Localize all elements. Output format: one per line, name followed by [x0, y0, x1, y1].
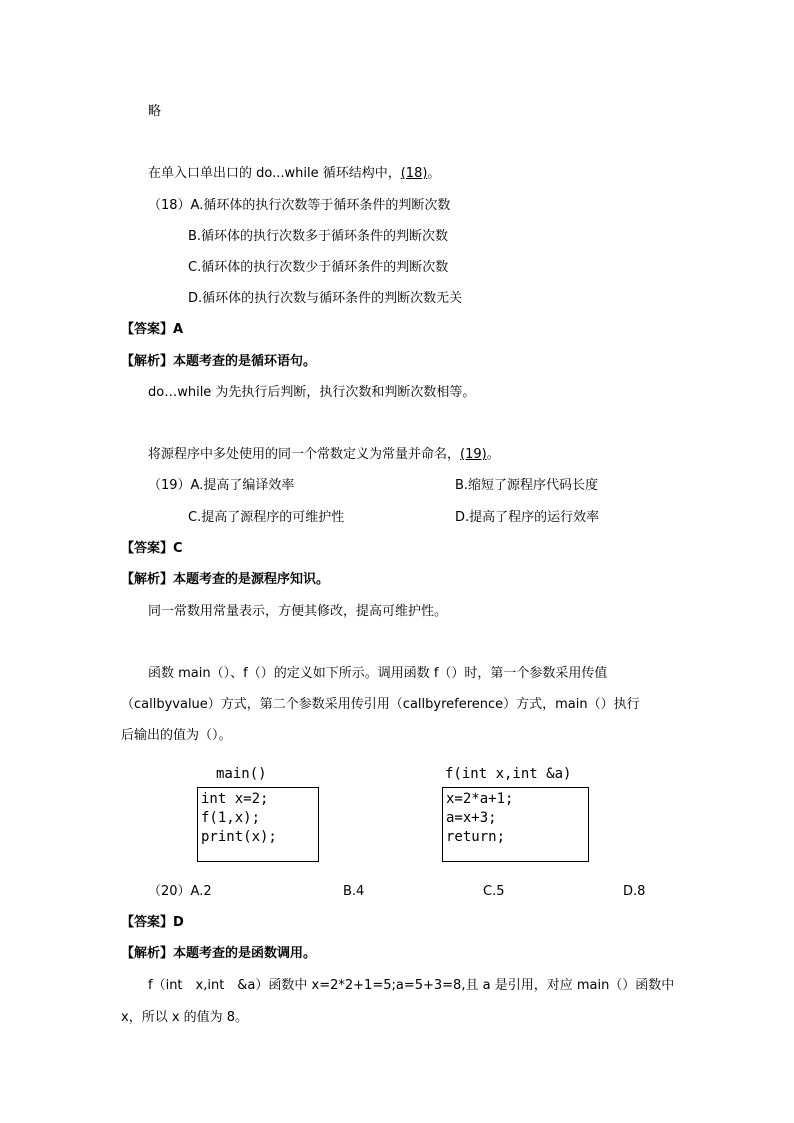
q19-answer [121, 540, 183, 558]
main-code-box [197, 787, 319, 862]
q19-option-d: D.提高了程序的运行效率 [455, 510, 600, 525]
main-code-caption: main() [216, 766, 267, 782]
q19-answer-label: 【答案】 [121, 541, 174, 556]
q19-stem-prefix: 将源程序中多处使用的同一个常数定义为常量并命名， [148, 447, 461, 462]
main-code-line: int x=2; [201, 791, 269, 807]
q18-stem-suffix: 。 [427, 166, 441, 181]
q18-blank: (18) [400, 166, 428, 181]
q19-answer-value: C [173, 541, 183, 556]
q18-analysis-label: 【解析】 [121, 354, 174, 369]
q18-answer [121, 321, 183, 339]
q19-stem-suffix: 。 [486, 447, 500, 462]
q18-answer-label: 【答案】 [121, 322, 174, 337]
q18-analysis-heading [121, 353, 316, 371]
q19-analysis-heading [121, 571, 329, 589]
q19-stem [148, 446, 500, 464]
q18-analysis-text: do…while 为先执行后判断，执行次数和判断次数相等。 [148, 385, 476, 400]
q20-option-a: （20）A.2 [148, 884, 212, 899]
q20-stem-line-3: 后输出的值为（）。 [121, 728, 232, 743]
q20-stem-line-2: （callbyvalue）方式，第二个参数采用传引用（callbyreference）方式，main（）执行 [121, 697, 640, 712]
f-code-line: return; [446, 829, 506, 845]
q19-analysis-text: 同一常数用常量表示，方便其修改，提高可维护性。 [148, 604, 448, 619]
f-code-caption: f(int x,int &a) [445, 766, 572, 782]
q20-option-c: C.5 [483, 884, 505, 899]
q20-analysis-label: 【解析】 [121, 946, 174, 961]
q19-blank: (19) [460, 447, 487, 462]
q20-stem-line-1: 函数 main（）、f（）的定义如下所示。调用函数 f（）时，第一个参数采用传值 [148, 666, 608, 681]
main-code-line: f(1,x); [201, 810, 261, 826]
q18-option-a: （18）A.循环体的执行次数等于循环条件的判断次数 [148, 198, 451, 213]
q20-option-d: D.8 [623, 884, 646, 899]
q19-option-c: C.提高了源程序的可维护性 [188, 510, 345, 525]
q20-analysis-line-1: f（int x,int &a）函数中 x=2*2+1=5;a=5+3=8,且 a 是引用，对应 main（）函数中 [148, 978, 675, 993]
q20-answer [121, 914, 184, 932]
section-top-text: 略 [148, 104, 162, 119]
q20-analysis-line-2: x，所以 x 的值为 8。 [121, 1010, 249, 1025]
q20-analysis-heading [121, 945, 316, 963]
q18-answer-value: A [173, 322, 184, 337]
f-code-line: x=2*a+1; [446, 791, 514, 807]
q19-option-b: B.缩短了源程序代码长度 [455, 478, 599, 493]
q20-analysis-title: 本题考查的是函数调用。 [173, 946, 317, 961]
main-code-line: print(x); [201, 829, 277, 845]
q18-option-d: D.循环体的执行次数与循环条件的判断次数无关 [188, 291, 463, 306]
q20-answer-value: D [173, 915, 184, 930]
q18-option-c: C.循环体的执行次数少于循环条件的判断次数 [188, 260, 449, 275]
f-code-box [442, 787, 589, 862]
q20-answer-label: 【答案】 [121, 915, 174, 930]
q19-analysis-label: 【解析】 [121, 572, 174, 587]
q18-analysis-title: 本题考查的是循环语句。 [173, 354, 317, 369]
q20-option-b: B.4 [343, 884, 365, 899]
q18-stem [148, 165, 440, 183]
f-code-line: a=x+3; [446, 810, 497, 826]
q19-analysis-title: 本题考查的是源程序知识。 [173, 572, 330, 587]
q19-option-a: （19）A.提高了编译效率 [148, 478, 295, 493]
q18-stem-prefix: 在单入口单出口的 do...while 循环结构中， [148, 166, 401, 181]
q18-option-b: B.循环体的执行次数多于循环条件的判断次数 [188, 229, 449, 244]
